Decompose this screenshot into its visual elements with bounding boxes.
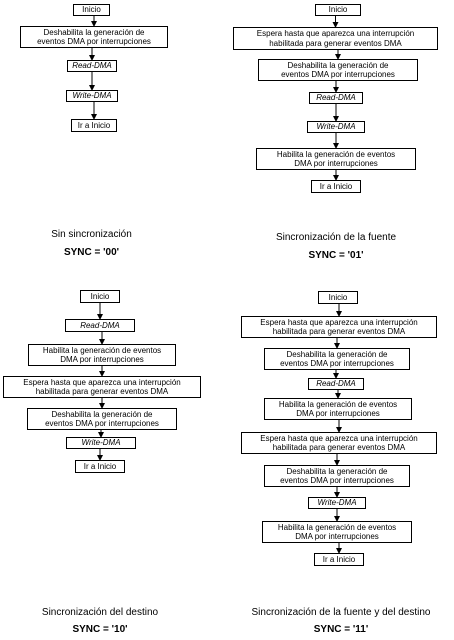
diagram-1-step-5: Habilita la generación de eventos DMA por interrupciones — [256, 148, 416, 170]
diagram-0-step-1: Deshabilita la generación de eventos DMA por interrupciones — [20, 26, 168, 48]
diagram-1-step-0: Inicio — [315, 4, 361, 16]
diagram-2-step-0: Inicio — [80, 290, 120, 303]
diagram-3-sync-label: SYNC = '11' — [313, 624, 369, 635]
diagram-2-step-4: Deshabilita la generación de eventos DMA por interrupciones — [27, 408, 177, 430]
diagram-3-step-0: Inicio — [318, 291, 358, 304]
diagram-3-step-4: Habilita la generación de eventos DMA por interrupciones — [264, 398, 412, 420]
diagram-2-step-3: Espera hasta que aparezca una interrupción habilitada para generar eventos DMA — [3, 376, 201, 398]
diagram-1-sync-label: SYNC = '01' — [308, 250, 364, 261]
diagram-2-step-5: Write-DMA — [66, 437, 136, 449]
diagram-0-step-4: Ir a Inicio — [71, 119, 117, 132]
diagram-2-step-1: Read-DMA — [65, 319, 135, 332]
diagram-3-step-8: Habilita la generación de eventos DMA por interrupciones — [262, 521, 412, 543]
diagram-3-step-9: Ir a Inicio — [314, 553, 364, 566]
diagram-1-caption: Sincronización de la fuente — [275, 232, 397, 243]
diagram-0-caption: Sin sincronización — [51, 229, 132, 240]
diagram-3-step-6: Deshabilita la generación de eventos DMA por interrupciones — [264, 465, 410, 487]
diagram-1-step-1: Espera hasta que aparezca una interrupción habilitada para generar eventos DMA — [233, 27, 438, 50]
diagram-3-step-7: Write-DMA — [308, 497, 366, 509]
diagram-3-step-1: Espera hasta que aparezca una interrupción habilitada para generar eventos DMA — [241, 316, 437, 338]
diagram-1-step-6: Ir a Inicio — [311, 180, 361, 193]
diagram-1-step-3: Read-DMA — [309, 92, 363, 104]
diagram-3-step-5: Espera hasta que aparezca una interrupción habilitada para generar eventos DMA — [241, 432, 437, 454]
diagram-3-caption: Sincronización de la fuente y del destino — [251, 607, 431, 618]
diagram-3-step-3: Read-DMA — [308, 378, 364, 390]
diagram-2-sync-label: SYNC = '10' — [72, 624, 128, 635]
diagram-0-step-0: Inicio — [73, 4, 110, 16]
diagram-0-sync-label: SYNC = '00' — [63, 247, 120, 258]
diagram-2-caption: Sincronización del destino — [41, 607, 159, 618]
diagram-0-step-2: Read-DMA — [67, 60, 117, 72]
diagram-0-step-3: Write-DMA — [66, 90, 118, 102]
diagram-1-step-4: Write-DMA — [307, 121, 365, 133]
diagram-2-step-6: Ir a Inicio — [75, 460, 125, 473]
diagram-2-step-2: Habilita la generación de eventos DMA por interrupciones — [28, 344, 176, 366]
diagram-1-step-2: Deshabilita la generación de eventos DMA por interrupciones — [258, 59, 418, 81]
diagram-3-step-2: Deshabilita la generación de eventos DMA por interrupciones — [264, 348, 410, 370]
